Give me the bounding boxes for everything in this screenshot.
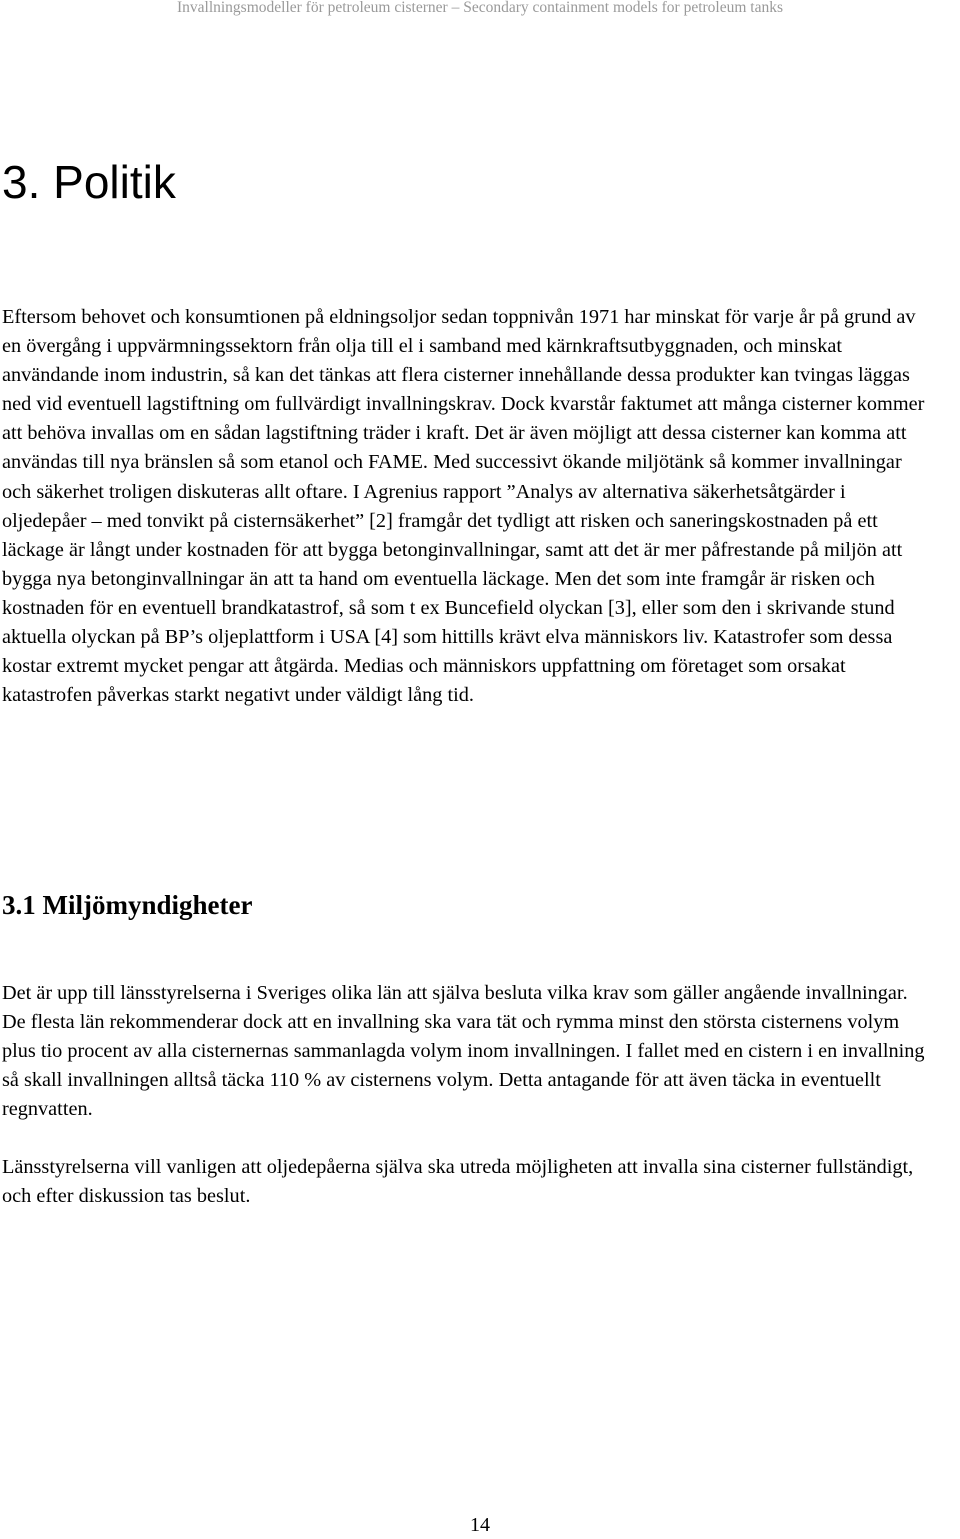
body-paragraph-1: Eftersom behovet och konsumtionen på eldningsoljor sedan toppnivån 1971 har minskat för varje år på grund av en övergång i uppvärmningssektorn från olja till el i samband med kärnkraftsutbyggnaden, och minskat användande inom industrin, så kan det tänkas att flera cisterner innehållande dessa produkter kan tvingas läggas ned vid eventuell lagstiftning om fullvärdigt invallningskrav. Dock kvarstår faktumet att många cisterner kommer att behöva invallas om en sådan lagstiftning träder i kraft. Det är även möjligt att dessa cisterner kan komma att användas till nya bränslen så som etanol och FAME. Med successivt ökande miljötänk så kommer invallningar och säkerhet troligen diskuteras allt oftare. I Agrenius rapport ”Analys av alternativa säkerhetsåtgärder i oljedepåer – med tonvikt på cisternsäkerhet” [2] framgår det tydligt att risken och saneringskostnaden på ett läckage är långt under kostnaden för att bygga betonginvallningar, samt att det är mer påfrestande på miljön att bygga nya betonginvallningar än att ta hand om eventuella läckage. Men det som inte framgår är risken och kostnaden för en eventuell brandkatastrof, så som t ex Buncefield olyckan [3], eller som den i skrivande stund aktuella olyckan på BP’s oljeplattform i USA [4] som hittills krävt elva människors liv. Katastrofer som dessa kostar extremt mycket pengar att åtgärda. Medias och människors uppfattning om företaget som orsakat katastrofen påverkas starkt negativt under väldigt lång tid. — [2, 306, 925, 707]
running-header: Invallningsmodeller för petroleum cisterner – Secondary containment models for petroleum tanks — [176, 0, 784, 16]
section-title: 3.1 Miljömyndigheter — [2, 890, 253, 920]
section-paragraph-2: Länsstyrelserna vill vanligen att oljedepåerna själva ska utreda möjligheten att invalla sina cisterner fullständigt, och efter diskussion tas beslut. — [2, 1156, 914, 1208]
chapter-title: 3. Politik — [2, 156, 176, 208]
section-paragraph-1: Det är upp till länsstyrelserna i Sveriges olika län att själva besluta vilka krav som gäller angående invallningar. De flesta län rekommenderar dock att en invallning ska vara tät och rymma minst den största cisternens volym plus tio procent av alla cisternernas sammanlagda volym inom invallningen. I fallet med en cistern i en invallning så skall invallningen alltså täcka 110 % av cisternens volym. Detta antagande för att även täcka in eventuellt regnvatten. — [2, 982, 925, 1121]
page-number: 14 — [470, 1514, 490, 1536]
